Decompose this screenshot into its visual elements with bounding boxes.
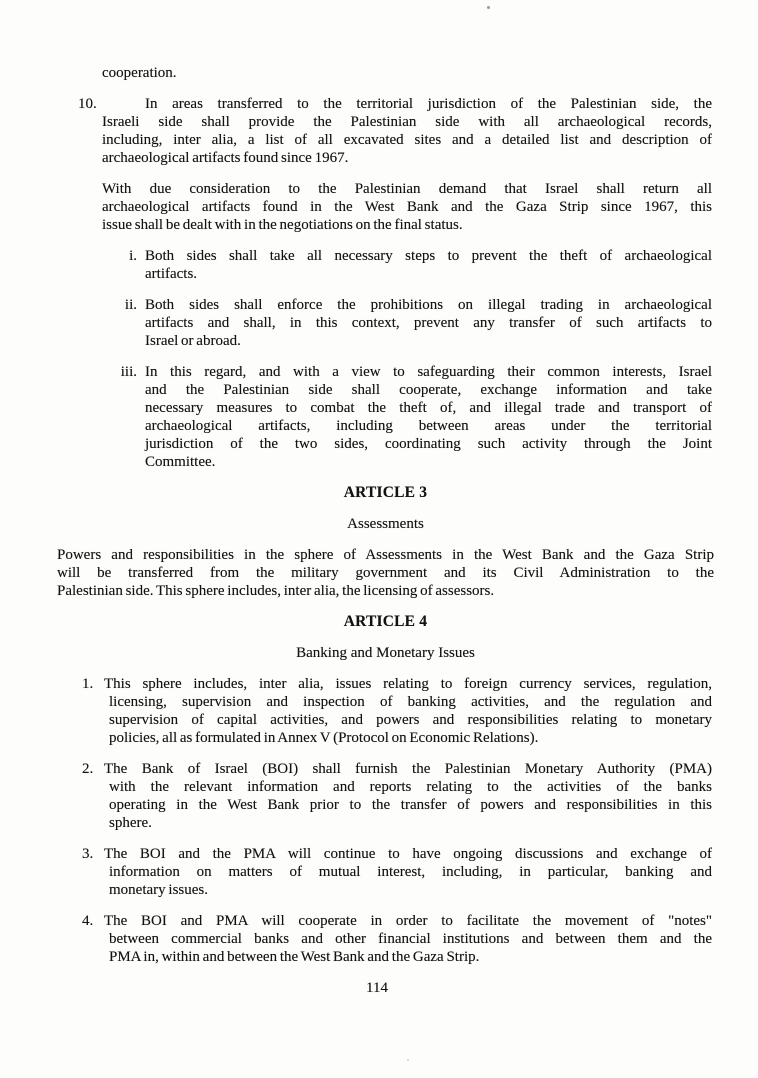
- text-line: information on matters of mutual interest, including, in particular, banking and: [109, 864, 712, 880]
- text-line: between commercial banks and other financial institutions and between them and the: [109, 931, 712, 947]
- text-line: artifacts.: [145, 266, 198, 282]
- text-line: archaeological artifacts, including between areas under the territorial: [145, 418, 712, 434]
- article-4-subtitle: Banking and Monetary Issues: [296, 645, 475, 661]
- clause-10: [78, 95, 712, 167]
- text-line: and the Palestinian side shall cooperate, exchange information and take: [145, 382, 712, 398]
- article-4-clause-1: [82, 675, 712, 747]
- text-line: The Bank of Israel (BOI) shall furnish the Palestinian Monetary Authority (PMA): [104, 761, 712, 777]
- text-line: operating in the West Bank prior to the transfer of powers and responsibilities in this: [109, 797, 712, 813]
- clause-1-marker: 1.: [82, 676, 94, 692]
- text-line: issue shall be dealt with in the negotiations on the final status.: [102, 217, 463, 233]
- text-line: In this regard, and with a view to safeguarding their common interests, Israel: [145, 364, 712, 380]
- text-line: Both sides shall enforce the prohibitions on illegal trading in archaeological: [145, 297, 712, 313]
- article-4-clause-3: [82, 845, 712, 899]
- text-line: Both sides shall take all necessary steps to prevent the theft of archaeological: [145, 248, 712, 264]
- text-line: artifacts and shall, in this context, prevent any transfer of such artifacts to: [145, 315, 712, 331]
- text-line: monetary issues.: [109, 882, 208, 898]
- article-4-heading: ARTICLE 4: [343, 613, 428, 630]
- clause-10-marker: 10.: [78, 96, 97, 112]
- text-line: With due consideration to the Palestinian demand that Israel shall return all: [102, 181, 712, 197]
- text-line: The BOI and PMA will cooperate in order to facilitate the movement of "notes": [104, 913, 712, 929]
- clause-10-paragraph-2: [102, 180, 712, 234]
- text-line: with the relevant information and reports relating to the activities of the banks: [109, 779, 712, 795]
- text-line: including, inter alia, a list of all excavated sites and a detailed list and description of: [102, 132, 712, 148]
- article-3-paragraph: [57, 546, 714, 600]
- text-line: necessary measures to combat the theft of, and illegal trade and transport of: [145, 400, 712, 416]
- clause-3-marker: 3.: [82, 846, 94, 862]
- text-line: Committee.: [145, 454, 216, 470]
- sub-clause-i-marker: i.: [129, 248, 137, 264]
- text-line: PMA in, within and between the West Bank and the Gaza Strip.: [109, 949, 480, 965]
- scan-speck: [487, 6, 490, 9]
- article-4-clause-2: [82, 760, 712, 832]
- text-line: The BOI and the PMA will continue to have ongoing discussions and exchange of: [104, 846, 712, 862]
- paragraph-cooperation-fragment: cooperation.: [102, 65, 177, 81]
- text-line: Israeli side shall provide the Palestinian side with all archaeological records,: [102, 114, 712, 130]
- text-line: policies, all as formulated in Annex V (Protocol on Economic Relations).: [109, 730, 539, 746]
- text-line: jurisdiction of the two sides, coordinating such activity through the Joint: [145, 436, 712, 452]
- text-line: Palestinian side. This sphere includes, inter alia, the licensing of assessors.: [57, 583, 495, 599]
- clause-4-marker: 4.: [82, 913, 94, 929]
- sub-clause-iii-marker: iii.: [120, 364, 137, 380]
- text-line: Powers and responsibilities in the sphere of Assessments in the West Bank and the Gaza Strip: [57, 547, 714, 563]
- sub-clause-ii-marker: ii.: [124, 297, 137, 313]
- text-line: supervision of capital activities, and powers and responsibilities relating to monetary: [109, 712, 712, 728]
- article-3-heading: ARTICLE 3: [343, 484, 428, 501]
- text-line: sphere.: [109, 815, 152, 831]
- text-line: archaeological artifacts found since 1967.: [102, 150, 349, 166]
- text-line: will be transferred from the military government and its Civil Administration to the: [57, 565, 714, 581]
- scan-speck: [407, 1059, 409, 1061]
- text-line: licensing, supervision and inspection of banking activities, and the regulation and: [109, 694, 712, 710]
- text-line: This sphere includes, inter alia, issues relating to foreign currency services, regulation,: [104, 676, 712, 692]
- sub-clause-iii: [120, 363, 712, 471]
- page-number: 114: [366, 980, 388, 996]
- sub-clause-i: [129, 247, 712, 283]
- clause-2-marker: 2.: [82, 761, 94, 777]
- article-4-clause-4: [82, 912, 712, 966]
- text-line: In areas transferred to the territorial jurisdiction of the Palestinian side, the: [145, 96, 712, 112]
- article-3-subtitle: Assessments: [347, 516, 424, 532]
- sub-clause-ii: [124, 296, 712, 350]
- text-line: archaeological artifacts found in the West Bank and the Gaza Strip since 1967, this: [102, 199, 712, 215]
- text-line: Israel or abroad.: [145, 333, 241, 349]
